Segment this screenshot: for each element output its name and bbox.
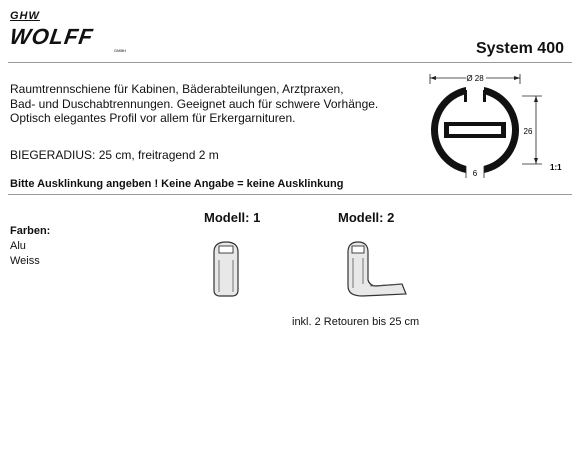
diameter-label: Ø 28 — [466, 74, 484, 83]
company-logo — [8, 10, 126, 53]
notch-notice: Bitte Ausklinkung angeben ! Keine Angabe = keine Ausklinkung — [10, 178, 344, 190]
model-2-note: inkl. 2 Retouren bis 25 cm — [292, 316, 420, 328]
description-line-2: Bad- und Duschabtrennungen. Geeignet auch für schwere Vorhänge. — [10, 96, 379, 111]
header-divider — [8, 62, 572, 63]
height-label: 26 — [523, 127, 533, 136]
bending-radius: BIEGERADIUS: 25 cm, freitragend 2 m — [10, 148, 219, 162]
model-2-rail-illustration — [340, 236, 412, 298]
scale-label: 1:1 — [550, 163, 562, 172]
logo-wolff-text: WOLFF — [8, 24, 96, 49]
description-line-3: Optisch elegantes Profil vor allem für Erkergarnituren. — [10, 111, 296, 125]
product-description — [10, 82, 420, 126]
colors-heading: Farben: — [10, 225, 51, 237]
profile-cross-section-drawing — [418, 66, 568, 182]
color-option-weiss: Weiss — [10, 255, 40, 267]
model-2-label: Modell: 2 — [338, 210, 395, 225]
model-1-rail-illustration — [208, 236, 244, 298]
logo-ghw-text: GHW — [10, 10, 40, 22]
color-option-alu: Alu — [10, 240, 26, 252]
description-line-1: Raumtrennschiene für Kabinen, Bäderabteilungen, Arztpraxen, — [10, 82, 344, 96]
notice-divider — [8, 194, 572, 195]
opening-label: 6 — [472, 169, 478, 178]
system-title: System 400 — [475, 40, 564, 57]
model-1-label: Modell: 1 — [204, 210, 261, 225]
colors-section — [10, 224, 50, 269]
logo-gmbh-text: GMBH — [114, 48, 126, 53]
